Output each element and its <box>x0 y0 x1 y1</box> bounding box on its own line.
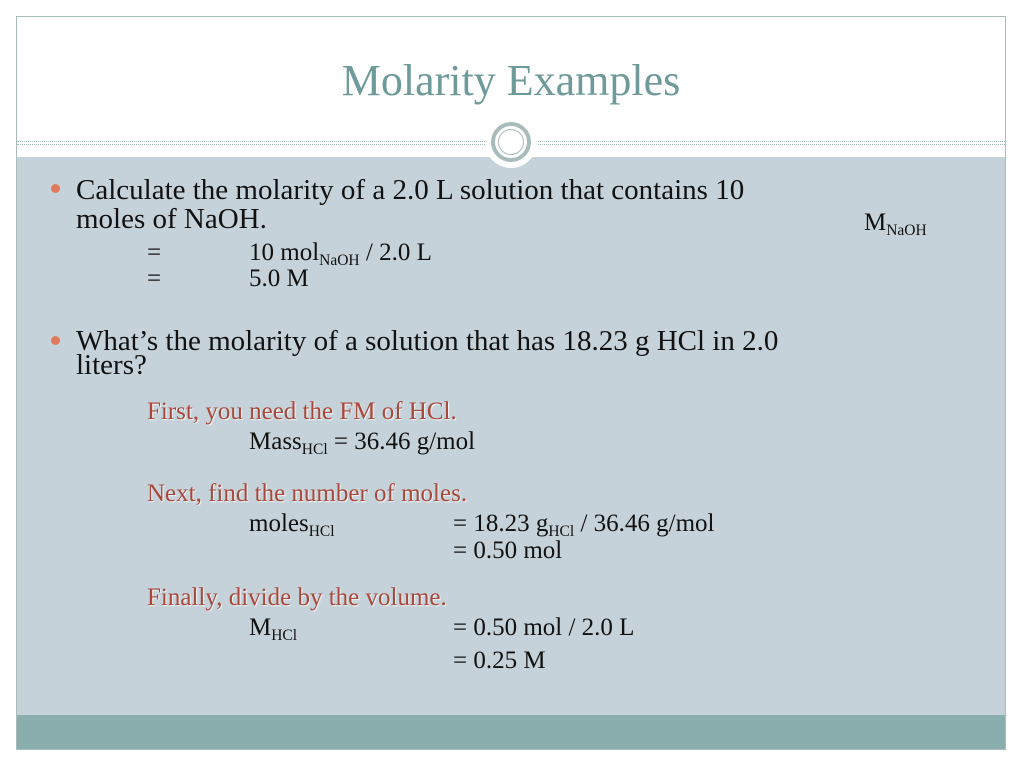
circle-ornament-inner <box>498 129 524 155</box>
step1-note: First, you need the FM of HCl. <box>147 398 457 425</box>
step3-equation1: = 0.50 mol / 2.0 L <box>453 614 635 641</box>
example2-line2: liters? <box>76 349 147 381</box>
step3-note: Finally, divide by the volume. <box>147 584 447 611</box>
footer-band <box>17 715 1005 750</box>
example1-row2-eq: = <box>147 265 162 292</box>
example2-line1: What’s the molarity of a solution that has 18.23 g HCl in 2.0 <box>76 325 779 357</box>
step1-formula: Mass$_{HCl}$ = 36.46 g/mol <box>249 428 476 458</box>
example1-line2: moles of NaOH. <box>76 203 267 235</box>
step3-equation2: = 0.25 M <box>453 647 546 674</box>
slide-title: Molarity Examples <box>341 56 681 105</box>
step2-label: moles$_{HCl}$ <box>249 510 335 540</box>
bullet-icon <box>51 336 60 345</box>
example1-row2-value: 5.0 M <box>249 265 309 292</box>
example1-row1-value: 10 mol$_{NaOH}$ / 2.0 L <box>249 239 432 269</box>
step3-label: $M_{HCl}$ <box>249 614 298 644</box>
bullet-icon <box>51 184 60 193</box>
step2-equation1: = 18.23 $g_{HCl} / 36.46$ g/mol <box>453 510 715 540</box>
example1-row1-eq: = <box>147 239 162 266</box>
step2-equation2: = 0.50 mol <box>453 537 563 564</box>
step2-note: Next, find the number of moles. <box>147 480 468 507</box>
example1-line1: Calculate the molarity of a 2.0 L solution that contains 10 <box>76 174 745 206</box>
example1-m-symbol: $M_{NaOH}$ <box>864 209 927 239</box>
